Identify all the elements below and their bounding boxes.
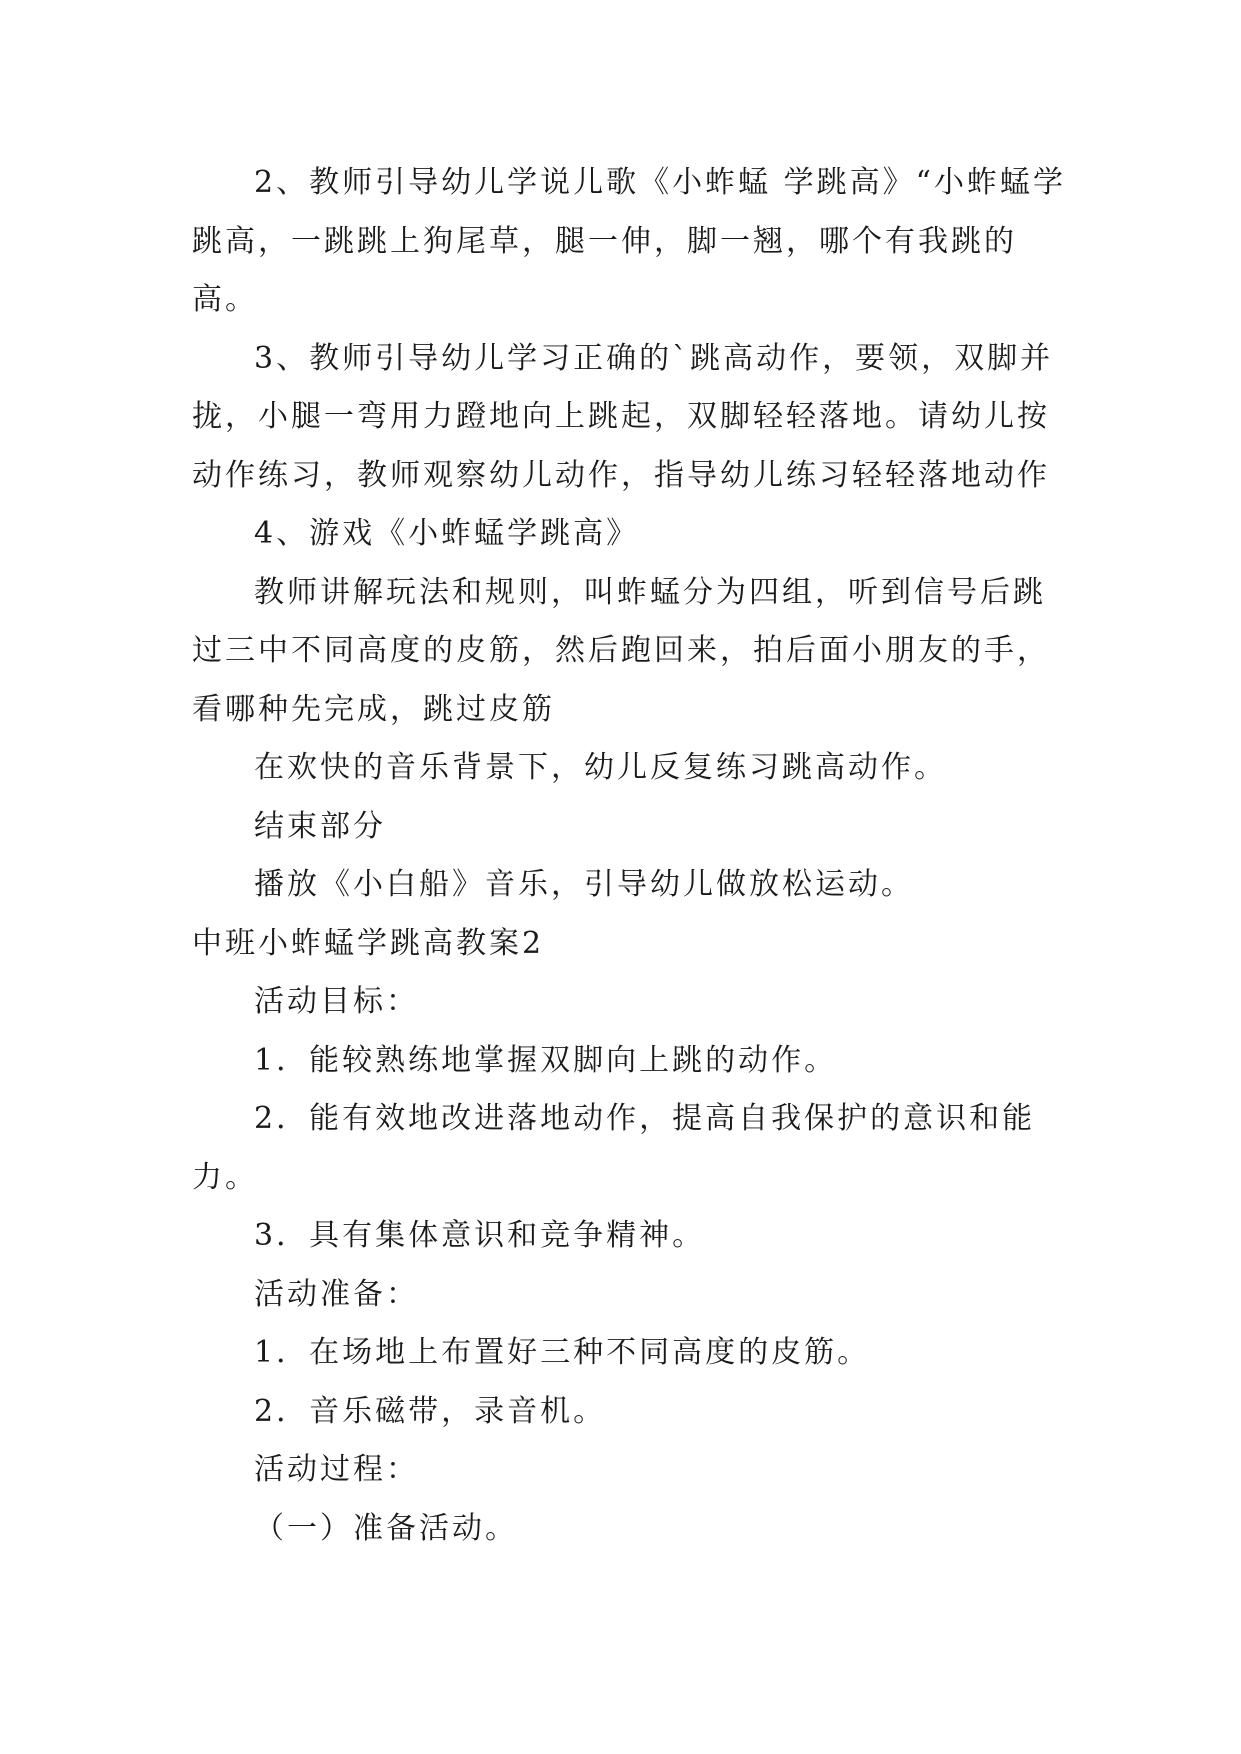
paragraph-goal-2: 2．能有效地改进落地动作，提高自我保护的意识和能力。 (192, 1101, 1036, 1195)
paragraph-prep-2: 2．音乐磁带，录音机。 (254, 1393, 607, 1429)
paragraph-process-1: （一）准备活动。 (254, 1510, 518, 1546)
paragraph-step-2: 2、教师引导幼儿学说儿歌《小蚱蜢 学跳高》“小蚱蜢学跳高，一跳跳上狗尾草，腿一伸，脚一翘，哪个有我跳的高。 (192, 165, 1066, 317)
paragraph-step-4: 4、游戏《小蚱蜢学跳高》 (254, 516, 640, 551)
paragraph-music-practice: 在欢快的音乐背景下，幼儿反复练习跳高动作。 (254, 750, 947, 785)
paragraph-process-heading: 活动过程： (254, 1452, 419, 1487)
paragraph-game-rules: 教师讲解玩法和规则，叫蚱蜢分为四组，听到信号后跳过三中不同高度的皮筋，然后跑回来，拍后面小朋友的手，看哪种先完成，跳过皮筋 (192, 574, 1050, 727)
paragraph-goal-3: 3．具有集体意识和竞争精神。 (254, 1218, 706, 1253)
section-title: 中班小蚱蜢学跳高教案2 (192, 925, 545, 961)
paragraph-goals-heading: 活动目标： (254, 984, 419, 1019)
paragraph-relax: 播放《小白船》音乐，引导幼儿做放松运动。 (254, 867, 914, 902)
paragraph-prep-1: 1．在场地上布置好三种不同高度的皮筋。 (254, 1335, 871, 1370)
paragraph-ending-heading: 结束部分 (254, 808, 386, 844)
paragraph-prep-heading: 活动准备： (254, 1276, 419, 1312)
paragraph-step-3: 3、教师引导幼儿学习正确的`跳高动作，要领，双脚并拢，小腿一弯用力蹬地向上跳起，双脚轻轻落地。请幼儿按动作练习，教师观察幼儿动作，指导幼儿练习轻轻落地动作 (192, 340, 1054, 493)
document-body (192, 154, 1072, 1558)
paragraph-goal-1: 1．能较熟练地掌握双脚向上跳的动作。 (254, 1042, 838, 1078)
